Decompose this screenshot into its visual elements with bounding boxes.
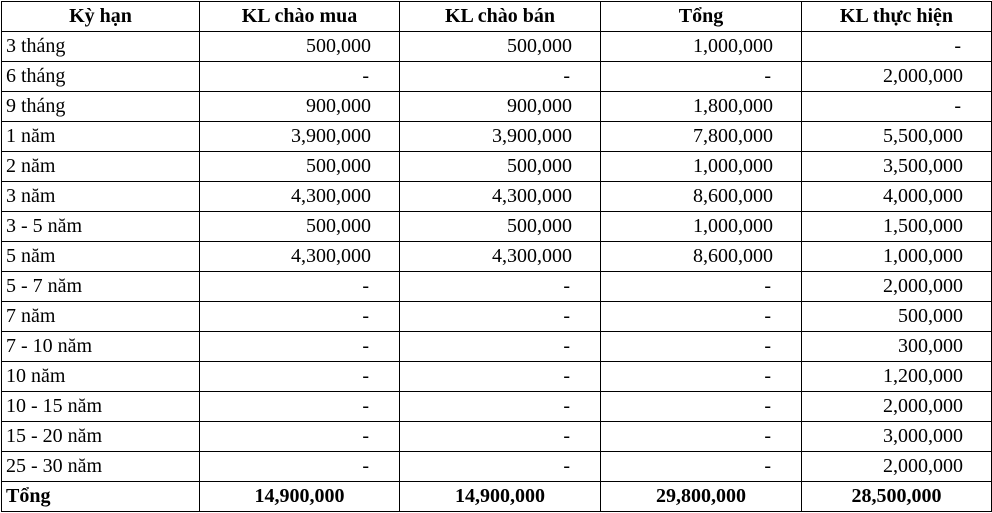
term-cell: 3 tháng [2,32,200,62]
executed-volume-cell: 2,000,000 [802,392,992,422]
bid-volume-cell: - [200,452,400,482]
ask-volume-cell: 500,000 [400,212,601,242]
term-cell: 3 - 5 năm [2,212,200,242]
table-row [2,422,992,452]
total-cell: - [601,62,802,92]
table-row [2,32,992,62]
header-row [2,2,992,32]
header-bid-volume: KL chào mua [200,2,400,32]
term-cell: 9 tháng [2,92,200,122]
total-cell: - [601,452,802,482]
total-sum: 29,800,000 [601,482,802,512]
total-bid-volume: 14,900,000 [200,482,400,512]
ask-volume-cell: - [400,422,601,452]
table-row [2,302,992,332]
executed-volume-cell: 1,200,000 [802,362,992,392]
ask-volume-cell: - [400,62,601,92]
table-row [2,152,992,182]
executed-volume-cell: 3,500,000 [802,152,992,182]
bid-volume-cell: 900,000 [200,92,400,122]
table-row [2,242,992,272]
ask-volume-cell: 4,300,000 [400,182,601,212]
ask-volume-cell: - [400,302,601,332]
ask-volume-cell: 4,300,000 [400,242,601,272]
bid-volume-cell: 4,300,000 [200,182,400,212]
term-cell: 7 năm [2,302,200,332]
total-cell: - [601,332,802,362]
table-row [2,62,992,92]
bid-volume-cell: - [200,422,400,452]
table-row [2,122,992,152]
executed-volume-cell: 2,000,000 [802,62,992,92]
total-cell: 8,600,000 [601,182,802,212]
ask-volume-cell: - [400,362,601,392]
bond-volume-table [1,1,992,512]
term-cell: 5 năm [2,242,200,272]
term-cell: 2 năm [2,152,200,182]
bid-volume-cell: 500,000 [200,212,400,242]
bid-volume-cell: - [200,62,400,92]
table-row [2,182,992,212]
total-cell: - [601,272,802,302]
bid-volume-cell: 4,300,000 [200,242,400,272]
bid-volume-cell: - [200,302,400,332]
term-cell: 15 - 20 năm [2,422,200,452]
total-cell: 1,000,000 [601,212,802,242]
total-label: Tổng [2,482,200,512]
ask-volume-cell: - [400,272,601,302]
total-cell: 7,800,000 [601,122,802,152]
term-cell: 7 - 10 năm [2,332,200,362]
executed-volume-cell: 3,000,000 [802,422,992,452]
term-cell: 5 - 7 năm [2,272,200,302]
bid-volume-cell: 3,900,000 [200,122,400,152]
executed-volume-cell: - [802,92,992,122]
total-cell: - [601,392,802,422]
term-cell: 10 năm [2,362,200,392]
table-row [2,212,992,242]
bid-volume-cell: - [200,332,400,362]
total-row [2,482,992,512]
ask-volume-cell: 900,000 [400,92,601,122]
executed-volume-cell: 5,500,000 [802,122,992,152]
bid-volume-cell: - [200,362,400,392]
total-cell: 1,000,000 [601,152,802,182]
executed-volume-cell: 500,000 [802,302,992,332]
bid-volume-cell: - [200,392,400,422]
term-cell: 6 tháng [2,62,200,92]
executed-volume-cell: 2,000,000 [802,272,992,302]
table-row [2,362,992,392]
executed-volume-cell: 1,500,000 [802,212,992,242]
executed-volume-cell: 300,000 [802,332,992,362]
header-ask-volume: KL chào bán [400,2,601,32]
term-cell: 1 năm [2,122,200,152]
table-row [2,452,992,482]
table-row [2,92,992,122]
executed-volume-cell: 4,000,000 [802,182,992,212]
executed-volume-cell: 1,000,000 [802,242,992,272]
table-row [2,272,992,302]
term-cell: 3 năm [2,182,200,212]
total-cell: - [601,302,802,332]
ask-volume-cell: - [400,392,601,422]
header-total: Tổng [601,2,802,32]
total-cell: - [601,422,802,452]
ask-volume-cell: - [400,452,601,482]
executed-volume-cell: 2,000,000 [802,452,992,482]
executed-volume-cell: - [802,32,992,62]
total-cell: 8,600,000 [601,242,802,272]
total-cell: 1,800,000 [601,92,802,122]
term-cell: 10 - 15 năm [2,392,200,422]
total-cell: 1,000,000 [601,32,802,62]
term-cell: 25 - 30 năm [2,452,200,482]
header-term: Kỳ hạn [2,2,200,32]
total-ask-volume: 14,900,000 [400,482,601,512]
header-executed-volume: KL thực hiện [802,2,992,32]
ask-volume-cell: 500,000 [400,152,601,182]
ask-volume-cell: 3,900,000 [400,122,601,152]
bid-volume-cell: 500,000 [200,32,400,62]
ask-volume-cell: 500,000 [400,32,601,62]
total-cell: - [601,362,802,392]
ask-volume-cell: - [400,332,601,362]
bid-volume-cell: 500,000 [200,152,400,182]
table-row [2,332,992,362]
bid-volume-cell: - [200,272,400,302]
table-row [2,392,992,422]
total-executed-volume: 28,500,000 [802,482,992,512]
